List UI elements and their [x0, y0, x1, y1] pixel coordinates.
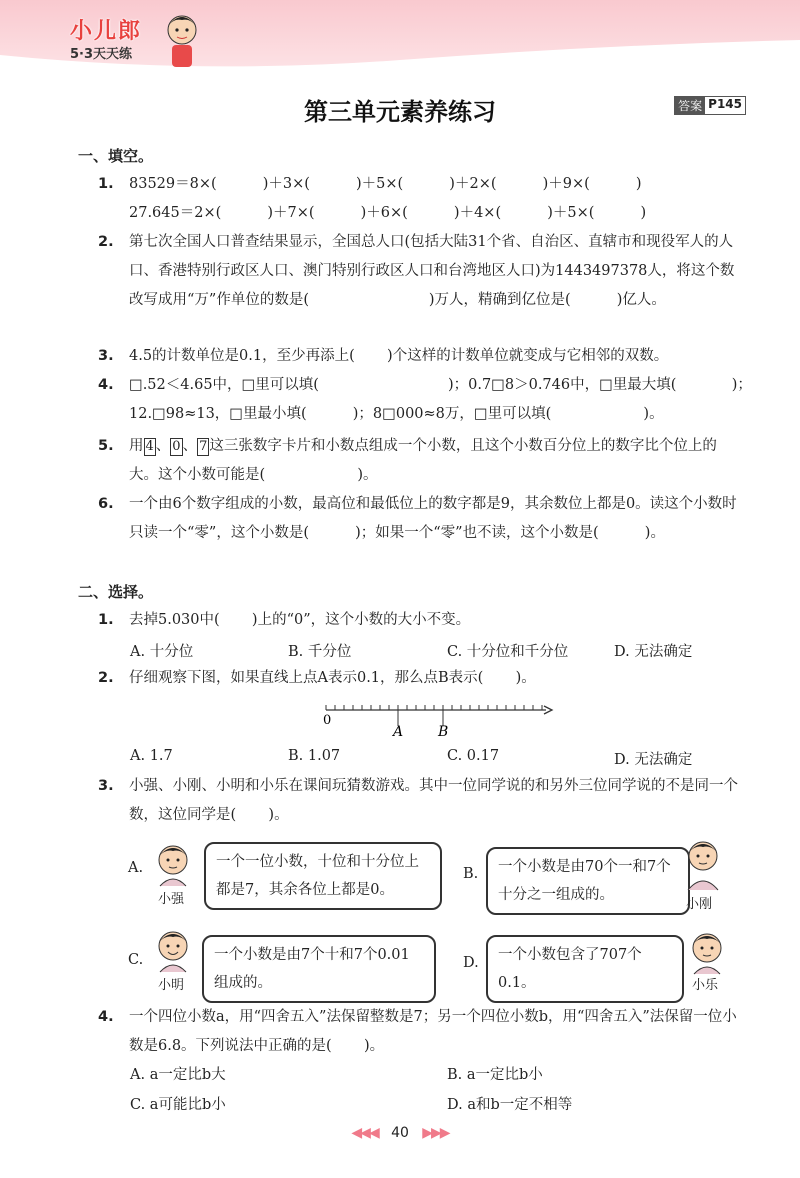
- number-line-zero: 0: [323, 713, 332, 728]
- digit-card: 4: [145, 439, 154, 454]
- choice-question-4: [98, 1003, 744, 1061]
- choice-q4-text: 一个四位小数a，用“四舍五入”法保留整数是7；另一个四位小数b，用“四舍五入”法保留一位小数是6.8。下列说法中正确的是( )。: [129, 1009, 737, 1054]
- answer-label: 答案: [675, 97, 705, 114]
- number-line-ticks: [326, 705, 542, 710]
- brand-logo: [70, 14, 142, 62]
- option[interactable]: C.: [128, 952, 144, 968]
- next-arrows-icon: ▶▶▶: [422, 1125, 449, 1141]
- speech-bubble: 一个小数是由70个一和7个十分之一组成的。: [486, 847, 690, 915]
- kid-name: 小乐: [692, 978, 719, 993]
- fill-q6-text: 一个由6个数字组成的小数，最高位和最低位上的数字都是9，其余数位上都是0。读这个小数时只读一个“零”，这个小数是( )；如果一个“零”也不读，这个小数是( )。: [129, 496, 737, 541]
- fill-q5-post: 这三张数字卡片和小数点组成一个小数，且这个小数百分位上的数字比个位上的大。这个小数可能是( )。: [129, 438, 717, 483]
- option[interactable]: D. a和b一定不相等: [447, 1097, 573, 1113]
- kid-name: 小强: [158, 892, 185, 907]
- choice-q2-text: 仔细观察下图，如果直线上点A表示0.1，那么点B表示( )。: [129, 670, 536, 686]
- kid-name: 小刚: [686, 897, 713, 912]
- point-a-label: A: [393, 724, 404, 740]
- boy-icon: [680, 836, 726, 892]
- answer-reference: [674, 96, 746, 115]
- fill-q2-text: 第七次全国人口普查结果显示，全国总人口(包括大陆31个省、自治区、直辖市和现役军人的人口、香港特别行政区人口、澳门特别行政区人口和台湾地区人口)为1443497378人，将这个数改写成用“万”作单位的数是( )万人，精确到亿位是( )亿人。: [129, 234, 735, 308]
- card-separator: 、: [182, 438, 198, 454]
- fill-question-3: [98, 342, 744, 371]
- answer-page: P145: [708, 97, 742, 111]
- brand-name: 小儿郎: [70, 19, 143, 44]
- number-line: [318, 696, 558, 740]
- option[interactable]: B. 千分位: [288, 644, 352, 660]
- fill-q1-line1: 83529＝8×( )＋3×( )＋5×( )＋2×( )＋9×( ): [129, 176, 642, 192]
- digit-card: 7: [199, 439, 208, 454]
- choice-question-2: [98, 664, 744, 693]
- option[interactable]: D. 无法确定: [614, 752, 693, 768]
- option[interactable]: D. 无法确定: [614, 644, 693, 660]
- option[interactable]: C. 十分位和千分位: [447, 644, 569, 660]
- question-number: 2.: [98, 234, 114, 250]
- prev-arrows-icon: ◀◀◀: [351, 1125, 378, 1141]
- choice-question-1: [98, 606, 744, 635]
- choice-q3-text: 小强、小刚、小明和小乐在课间玩猜数游戏。其中一位同学说的和另外三位同学说的不是同一个数，这位同学是( )。: [129, 778, 738, 823]
- question-number: 5.: [98, 438, 114, 454]
- question-number: 3.: [98, 348, 114, 364]
- fill-question-4: [98, 371, 752, 429]
- fill-question-1: [98, 170, 744, 228]
- question-number: 1.: [98, 176, 114, 192]
- fill-question-6: [98, 490, 744, 548]
- page-title: 第三单元素养练习: [304, 98, 496, 126]
- speech-bubble: 一个一位小数，十位和十分位上都是7，其余各位上都是0。: [204, 842, 442, 910]
- choice-q1-text: 去掉5.030中( )上的“0”，这个小数的大小不变。: [129, 612, 471, 628]
- fill-q3-text: 4.5的计数单位是0.1，至少再添上( )个这样的计数单位就变成与它相邻的双数。: [129, 348, 669, 364]
- fill-question-2: [98, 228, 744, 315]
- question-number: 6.: [98, 496, 114, 512]
- section-fill-heading: 一、填空。: [78, 147, 154, 165]
- question-number: 2.: [98, 670, 114, 686]
- point-b-label: B: [438, 724, 449, 740]
- card-separator: 、: [155, 438, 171, 454]
- fill-q4-line2: 12.□98≈13，□里最小填( )；8□000≈8万，□里可以填( )。: [129, 406, 664, 422]
- fill-q4-line1: □.52＜4.65中，□里可以填( )；0.7□8＞0.746中，□里最大填( )；: [129, 377, 752, 393]
- question-number: 1.: [98, 612, 114, 628]
- mascot-icon: [160, 10, 204, 70]
- option[interactable]: B.: [463, 866, 479, 882]
- option[interactable]: A.: [128, 860, 144, 876]
- option[interactable]: A. a一定比b大: [130, 1067, 226, 1083]
- option[interactable]: C. 0.17: [447, 748, 500, 764]
- fill-q5-pre: 用: [129, 438, 144, 454]
- option[interactable]: D.: [463, 955, 479, 971]
- question-number: 4.: [98, 377, 114, 393]
- fill-q1-line2: 27.645＝2×( )＋7×( )＋6×( )＋4×( )＋5×( ): [129, 205, 647, 221]
- speech-bubble: 一个小数是由7个十和7个0.01组成的。: [202, 935, 436, 1003]
- digit-card: 0: [172, 439, 181, 454]
- series-name: 5·3天天练: [70, 47, 133, 62]
- page-number: 40: [391, 1125, 409, 1141]
- option[interactable]: A. 十分位: [130, 644, 194, 660]
- question-number: 3.: [98, 778, 114, 794]
- question-number: 4.: [98, 1009, 114, 1025]
- kid-name: 小明: [158, 978, 185, 993]
- page-footer: [0, 1125, 800, 1141]
- option[interactable]: A. 1.7: [130, 748, 173, 764]
- boy-icon: [684, 928, 730, 976]
- section-choice-heading: 二、选择。: [78, 583, 154, 601]
- boy-icon: [150, 840, 196, 888]
- speech-bubble: 一个小数包含了707个0.1。: [486, 935, 684, 1003]
- option[interactable]: C. a可能比b小: [130, 1097, 226, 1113]
- fill-question-5: [98, 432, 744, 490]
- choice-question-3: [98, 772, 744, 830]
- option[interactable]: B. 1.07: [288, 748, 341, 764]
- option[interactable]: B. a一定比b小: [447, 1067, 543, 1083]
- boy-icon: [150, 926, 196, 974]
